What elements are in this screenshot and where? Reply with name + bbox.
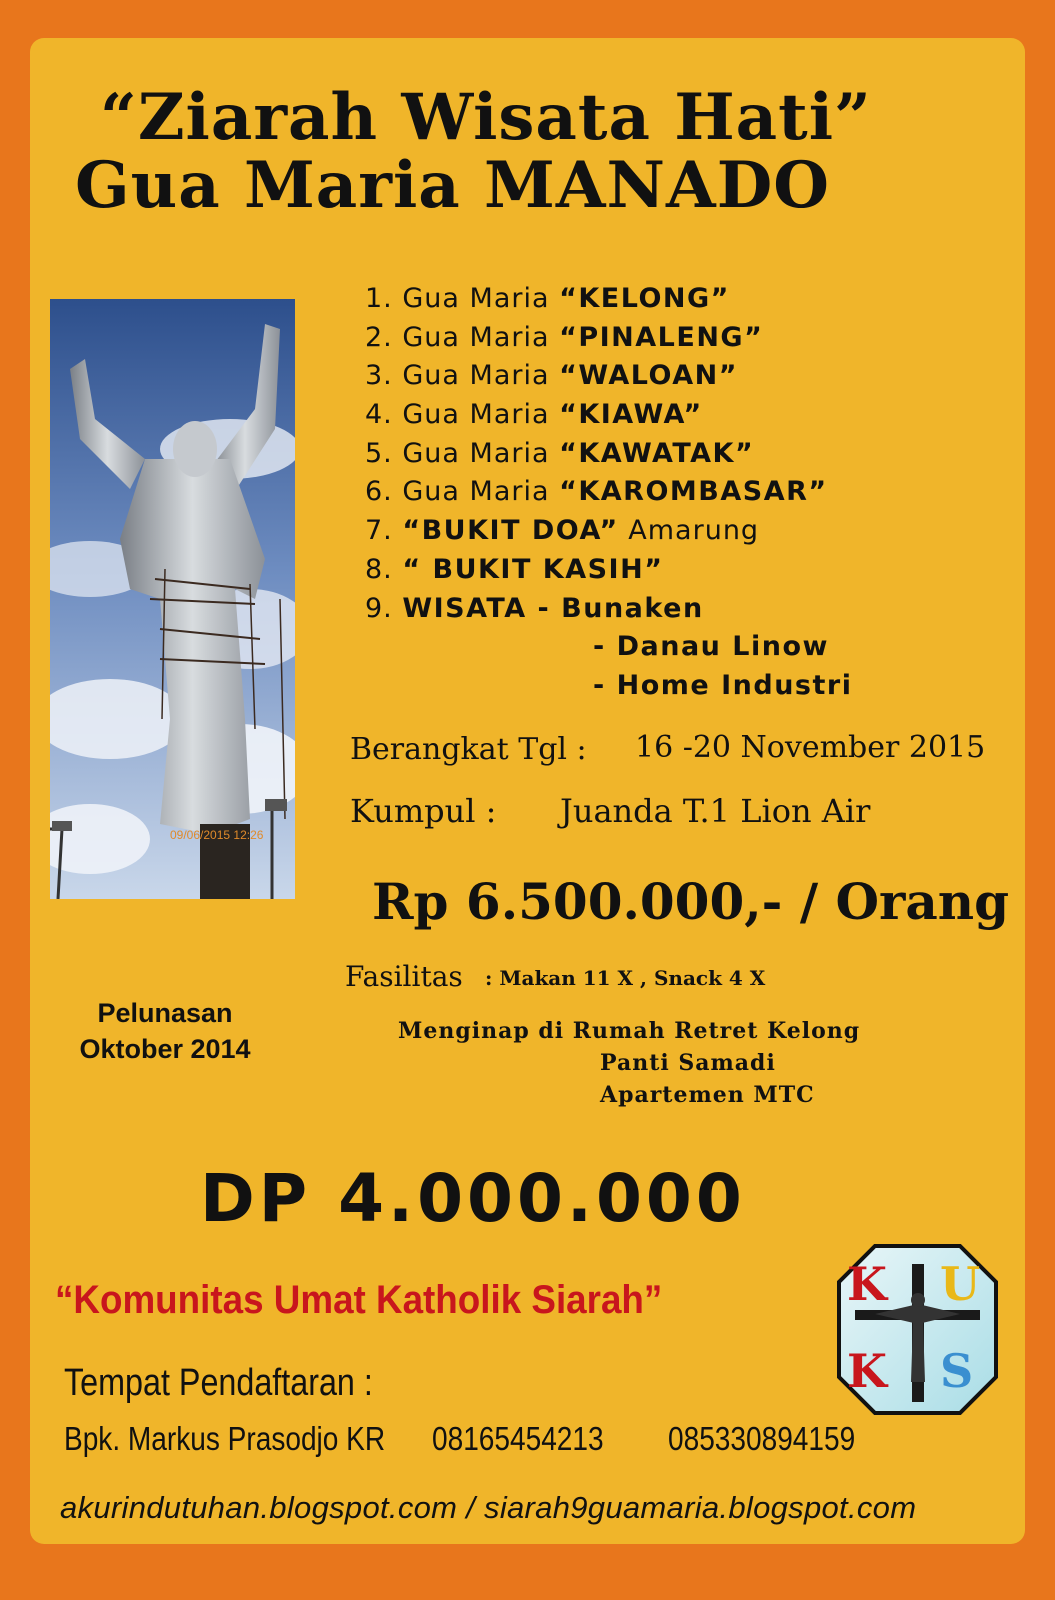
poster-title-line2: Gua Maria MANADO bbox=[75, 148, 830, 223]
list-sub-item: - Home Industri bbox=[593, 669, 853, 701]
logo-letter-s: S bbox=[940, 1344, 974, 1398]
website-urls: akurindutuhan.blogspot.com / siarah9guamaria.blogspot.com bbox=[60, 1490, 917, 1525]
list-item: 1. Gua Maria “KELONG” bbox=[365, 283, 730, 314]
statue-photo bbox=[50, 299, 295, 899]
facilities-value: : Makan 11 X , Snack 4 X bbox=[485, 966, 766, 990]
community-name: “Komunitas Umat Katholik Siarah” bbox=[55, 1278, 663, 1322]
list-item: 2. Gua Maria “PINALENG” bbox=[365, 321, 764, 353]
kuks-logo bbox=[835, 1242, 1000, 1417]
contact-name: Bpk. Markus Prasodjo KR bbox=[64, 1420, 386, 1457]
facilities-label: Fasilitas bbox=[345, 960, 463, 993]
payoff-line2: Oktober 2014 bbox=[79, 1034, 251, 1064]
down-payment: DP 4.000.000 bbox=[200, 1160, 746, 1237]
list-item: 7. “BUKIT DOA” Amarung bbox=[365, 515, 760, 547]
contact-phone-2: 085330894159 bbox=[668, 1420, 856, 1457]
list-item: 9. WISATA - Bunaken bbox=[365, 592, 704, 624]
departure-label: Berangkat Tgl : bbox=[350, 732, 587, 767]
payoff-line1: Pelunasan bbox=[97, 998, 233, 1028]
meeting-point: Juanda T.1 Lion Air bbox=[560, 792, 871, 830]
contact-phone-1: 08165454213 bbox=[432, 1420, 604, 1457]
registration-title: Tempat Pendaftaran : bbox=[64, 1362, 373, 1404]
payoff-note bbox=[60, 995, 270, 1067]
stay-line: Panti Samadi bbox=[600, 1050, 776, 1076]
list-item: 4. Gua Maria “KIAWA” bbox=[365, 399, 703, 431]
poster-title-line1: “Ziarah Wisata Hati” bbox=[100, 80, 872, 155]
destination-list bbox=[365, 280, 1005, 706]
stay-line: Apartemen MTC bbox=[600, 1082, 815, 1108]
list-item: 6. Gua Maria “KAROMBASAR” bbox=[365, 476, 828, 508]
meeting-label: Kumpul : bbox=[350, 792, 497, 830]
list-item: 3. Gua Maria “WALOAN” bbox=[365, 360, 739, 392]
price: Rp 6.500.000,- / Orang bbox=[372, 872, 1010, 931]
departure-date: 16 -20 November 2015 bbox=[635, 730, 986, 765]
list-item: 8. “ BUKIT KASIH” bbox=[365, 553, 664, 585]
list-item: 5. Gua Maria “KAWATAK” bbox=[365, 437, 755, 469]
logo-letter-u: U bbox=[940, 1257, 981, 1311]
logo-letter-k2: K bbox=[847, 1344, 887, 1398]
stay-line: Menginap di Rumah Retret Kelong bbox=[398, 1018, 861, 1044]
logo-letter-k1: K bbox=[847, 1257, 887, 1311]
list-sub-item: - Danau Linow bbox=[593, 631, 829, 663]
photo-timestamp: 09/06/2015 12:26 bbox=[170, 828, 264, 842]
